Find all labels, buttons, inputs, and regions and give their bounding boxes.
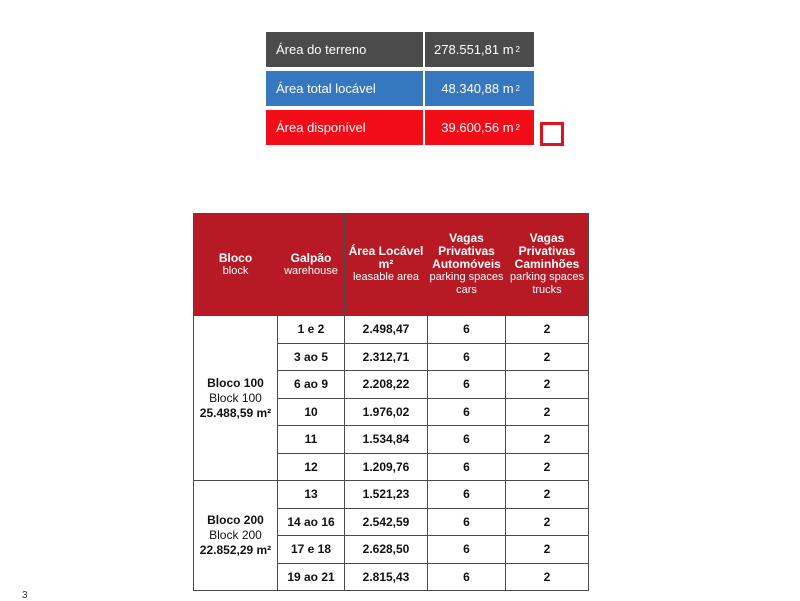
page-mark: 3 (22, 590, 28, 601)
warehouse-table (193, 213, 589, 591)
warehouse-id: 6 ao 9 (278, 371, 345, 399)
leasable-area: 2.628,50 (345, 536, 428, 564)
warehouse-id: 3 ao 5 (278, 343, 345, 371)
summary-label: Área disponível (266, 110, 423, 145)
header-leasable-area: Área Locável m² leasable area (345, 214, 428, 316)
warehouse-id: 1 e 2 (278, 316, 345, 344)
header-parking-trucks: Vagas Privativas Caminhões parking spaces trucks (506, 214, 589, 316)
parking-cars: 6 (428, 453, 506, 481)
table-row (194, 316, 589, 344)
warehouse-id: 14 ao 16 (278, 508, 345, 536)
parking-cars: 6 (428, 316, 506, 344)
leasable-area: 1.976,02 (345, 398, 428, 426)
parking-cars: 6 (428, 398, 506, 426)
parking-cars: 6 (428, 371, 506, 399)
parking-cars: 6 (428, 563, 506, 591)
parking-trucks: 2 (506, 398, 589, 426)
summary-row-leasable-area (266, 71, 534, 106)
header-warehouse: Galpão warehouse (278, 214, 345, 316)
leasable-area: 1.534,84 (345, 426, 428, 454)
warehouse-id: 17 e 18 (278, 536, 345, 564)
leasable-area: 2.312,71 (345, 343, 428, 371)
parking-cars: 6 (428, 343, 506, 371)
available-marker-box (540, 122, 564, 146)
parking-trucks: 2 (506, 343, 589, 371)
block-200-cell: Bloco 200 Block 200 22.852,29 m² (194, 481, 278, 591)
header-block: Bloco block (194, 214, 278, 316)
leasable-area: 1.521,23 (345, 481, 428, 509)
leasable-area: 2.542,59 (345, 508, 428, 536)
summary-value: 48.340,88 m 2 (425, 71, 534, 106)
summary-label: Área do terreno (266, 32, 423, 67)
leasable-area: 2.208,22 (345, 371, 428, 399)
parking-trucks: 2 (506, 371, 589, 399)
summary-value: 278.551,81 m 2 (425, 32, 534, 67)
leasable-area: 2.498,47 (345, 316, 428, 344)
warehouse-id: 13 (278, 481, 345, 509)
table-header-row (194, 214, 589, 316)
parking-trucks: 2 (506, 426, 589, 454)
leasable-area: 1.209,76 (345, 453, 428, 481)
parking-trucks: 2 (506, 563, 589, 591)
parking-cars: 6 (428, 481, 506, 509)
summary-value: 39.600,56 m 2 (425, 110, 534, 145)
summary-row-land-area (266, 32, 534, 67)
parking-trucks: 2 (506, 453, 589, 481)
summary-label: Área total locável (266, 71, 423, 106)
leasable-area: 2.815,43 (345, 563, 428, 591)
warehouse-id: 10 (278, 398, 345, 426)
parking-cars: 6 (428, 508, 506, 536)
warehouse-id: 19 ao 21 (278, 563, 345, 591)
parking-trucks: 2 (506, 316, 589, 344)
parking-trucks: 2 (506, 481, 589, 509)
parking-cars: 6 (428, 536, 506, 564)
parking-trucks: 2 (506, 508, 589, 536)
parking-trucks: 2 (506, 536, 589, 564)
warehouse-id: 12 (278, 453, 345, 481)
warehouse-id: 11 (278, 426, 345, 454)
area-summary (266, 32, 534, 149)
summary-row-available-area (266, 110, 534, 145)
parking-cars: 6 (428, 426, 506, 454)
block-100-cell: Bloco 100 Block 100 25.488,59 m² (194, 316, 278, 481)
table-row (194, 481, 589, 509)
header-parking-cars: Vagas Privativas Automóveis parking spaces cars (428, 214, 506, 316)
